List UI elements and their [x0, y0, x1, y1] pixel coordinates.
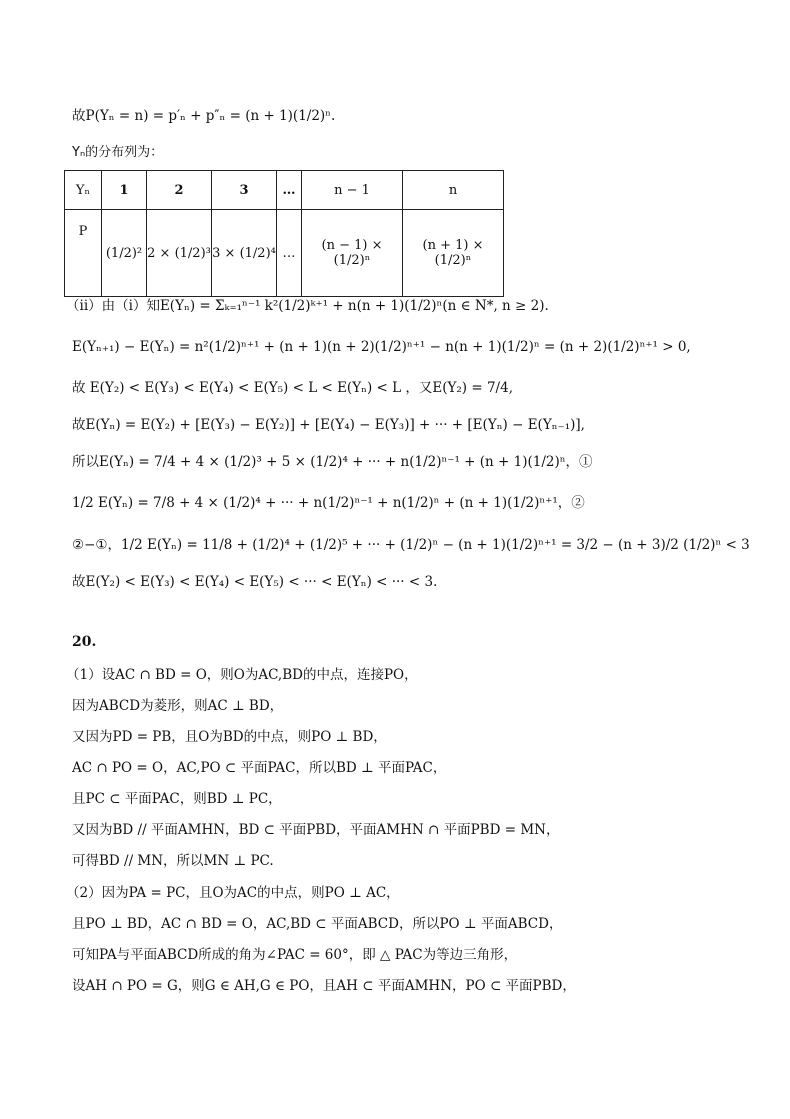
- table-cell: …: [277, 171, 302, 210]
- text-line: （2）因为PA = PC，且O为AC的中点，则PO ⊥ AC，: [66, 885, 400, 901]
- text-line: E(Yₙ₊₁) − E(Yₙ) = n²(1/2)ⁿ⁺¹ + (n + 1)(n + 2)(1/2)ⁿ⁺¹ − n(n + 1)(1/2)ⁿ = (n + 2)(1/2)ⁿ⁺¹ > 0,: [72, 339, 691, 355]
- text-line: 故P(Yₙ = n) = p′ₙ + p″ₙ = (n + 1)(1/2)ⁿ.: [72, 108, 336, 124]
- text-line: 且PC ⊂ 平面PAC，则BD ⊥ PC，: [72, 791, 282, 807]
- table-cell: 2 × (1/2)³: [147, 210, 212, 297]
- text-line: （ii）由（i）知E(Yₙ) = Σₖ₌₁ⁿ⁻¹ k²(1/2)ᵏ⁺¹ + n(n + 1)(1/2)ⁿ(n ∈ N*, n ≥ 2).: [66, 298, 549, 314]
- table-cell: 3 × (1/2)⁴: [212, 210, 277, 297]
- table-cell: 2: [147, 171, 212, 210]
- table-cell: (1/2)²: [102, 210, 147, 297]
- text-line: AC ∩ PO = O，AC,PO ⊂ 平面PAC，所以BD ⊥ 平面PAC，: [72, 760, 447, 776]
- text-line: 又因为BD // 平面AMHN，BD ⊂ 平面PBD，平面AMHN ∩ 平面PBD = MN，: [72, 822, 560, 838]
- text-line: 故E(Y₂) < E(Y₃) < E(Y₄) < E(Y₅) < ··· < E(Yₙ) < ··· < 3.: [72, 574, 438, 590]
- text-line: 又因为PD = PB，且O为BD的中点，则PO ⊥ BD，: [72, 729, 387, 745]
- table-cell: 3: [212, 171, 277, 210]
- text-line: （1）设AC ∩ BD = O，则O为AC,BD的中点，连接PO，: [66, 667, 418, 683]
- table-cell: Yₙ: [65, 171, 102, 210]
- table-cell: …: [277, 210, 302, 297]
- text-line: 且PO ⊥ BD，AC ∩ BD = O，AC,BD ⊂ 平面ABCD，所以PO ⊥ 平面ABCD，: [72, 916, 563, 932]
- section-number: 20.: [72, 634, 97, 650]
- text-line: Yₙ的分布列为：: [72, 145, 164, 160]
- table-header-row: [65, 171, 504, 210]
- text-line: 故E(Yₙ) = E(Y₂) + [E(Y₃) − E(Y₂)] + [E(Y₄) − E(Y₃)] + ··· + [E(Yₙ) − E(Yₙ₋₁)],: [72, 417, 585, 433]
- table-cell: (n − 1) × (1/2)ⁿ: [302, 210, 403, 297]
- text-line: 可得BD // MN，所以MN ⊥ PC.: [72, 853, 274, 869]
- text-line: 所以E(Yₙ) = 7/4 + 4 × (1/2)³ + 5 × (1/2)⁴ + ··· + n(1/2)ⁿ⁻¹ + (n + 1)(1/2)ⁿ，①: [72, 454, 593, 470]
- text-line: 故 E(Y₂) < E(Y₃) < E(Y₄) < E(Y₅) < L < E(Yₙ) < L ，又E(Y₂) = 7/4,: [72, 380, 513, 396]
- text-line: 设AH ∩ PO = G，则G ∈ AH,G ∈ PO，且AH ⊂ 平面AMHN，PO ⊂ 平面PBD，: [72, 978, 576, 994]
- distribution-table: [64, 170, 504, 297]
- table-cell: n: [403, 171, 504, 210]
- table-cell: 1: [102, 171, 147, 210]
- text-line: 因为ABCD为菱形，则AC ⊥ BD，: [72, 698, 284, 714]
- table-row: [65, 210, 504, 297]
- text-line: 可知PA与平面ABCD所成的角为∠PAC = 60°，即 △ PAC为等边三角形，: [72, 947, 518, 963]
- text-line: 1/2 E(Yₙ) = 7/8 + 4 × (1/2)⁴ + ··· + n(1/2)ⁿ⁻¹ + n(1/2)ⁿ + (n + 1)(1/2)ⁿ⁺¹，②: [72, 495, 585, 511]
- table-cell: n − 1: [302, 171, 403, 210]
- table-cell: P: [65, 210, 102, 297]
- text-line: ②−①，1/2 E(Yₙ) = 11/8 + (1/2)⁴ + (1/2)⁵ + ··· + (1/2)ⁿ − (n + 1)(1/2)ⁿ⁺¹ = 3/2 − (n + 3)/2 (1/2)ⁿ < 3: [72, 537, 750, 553]
- table-cell: (n + 1) × (1/2)ⁿ: [403, 210, 504, 297]
